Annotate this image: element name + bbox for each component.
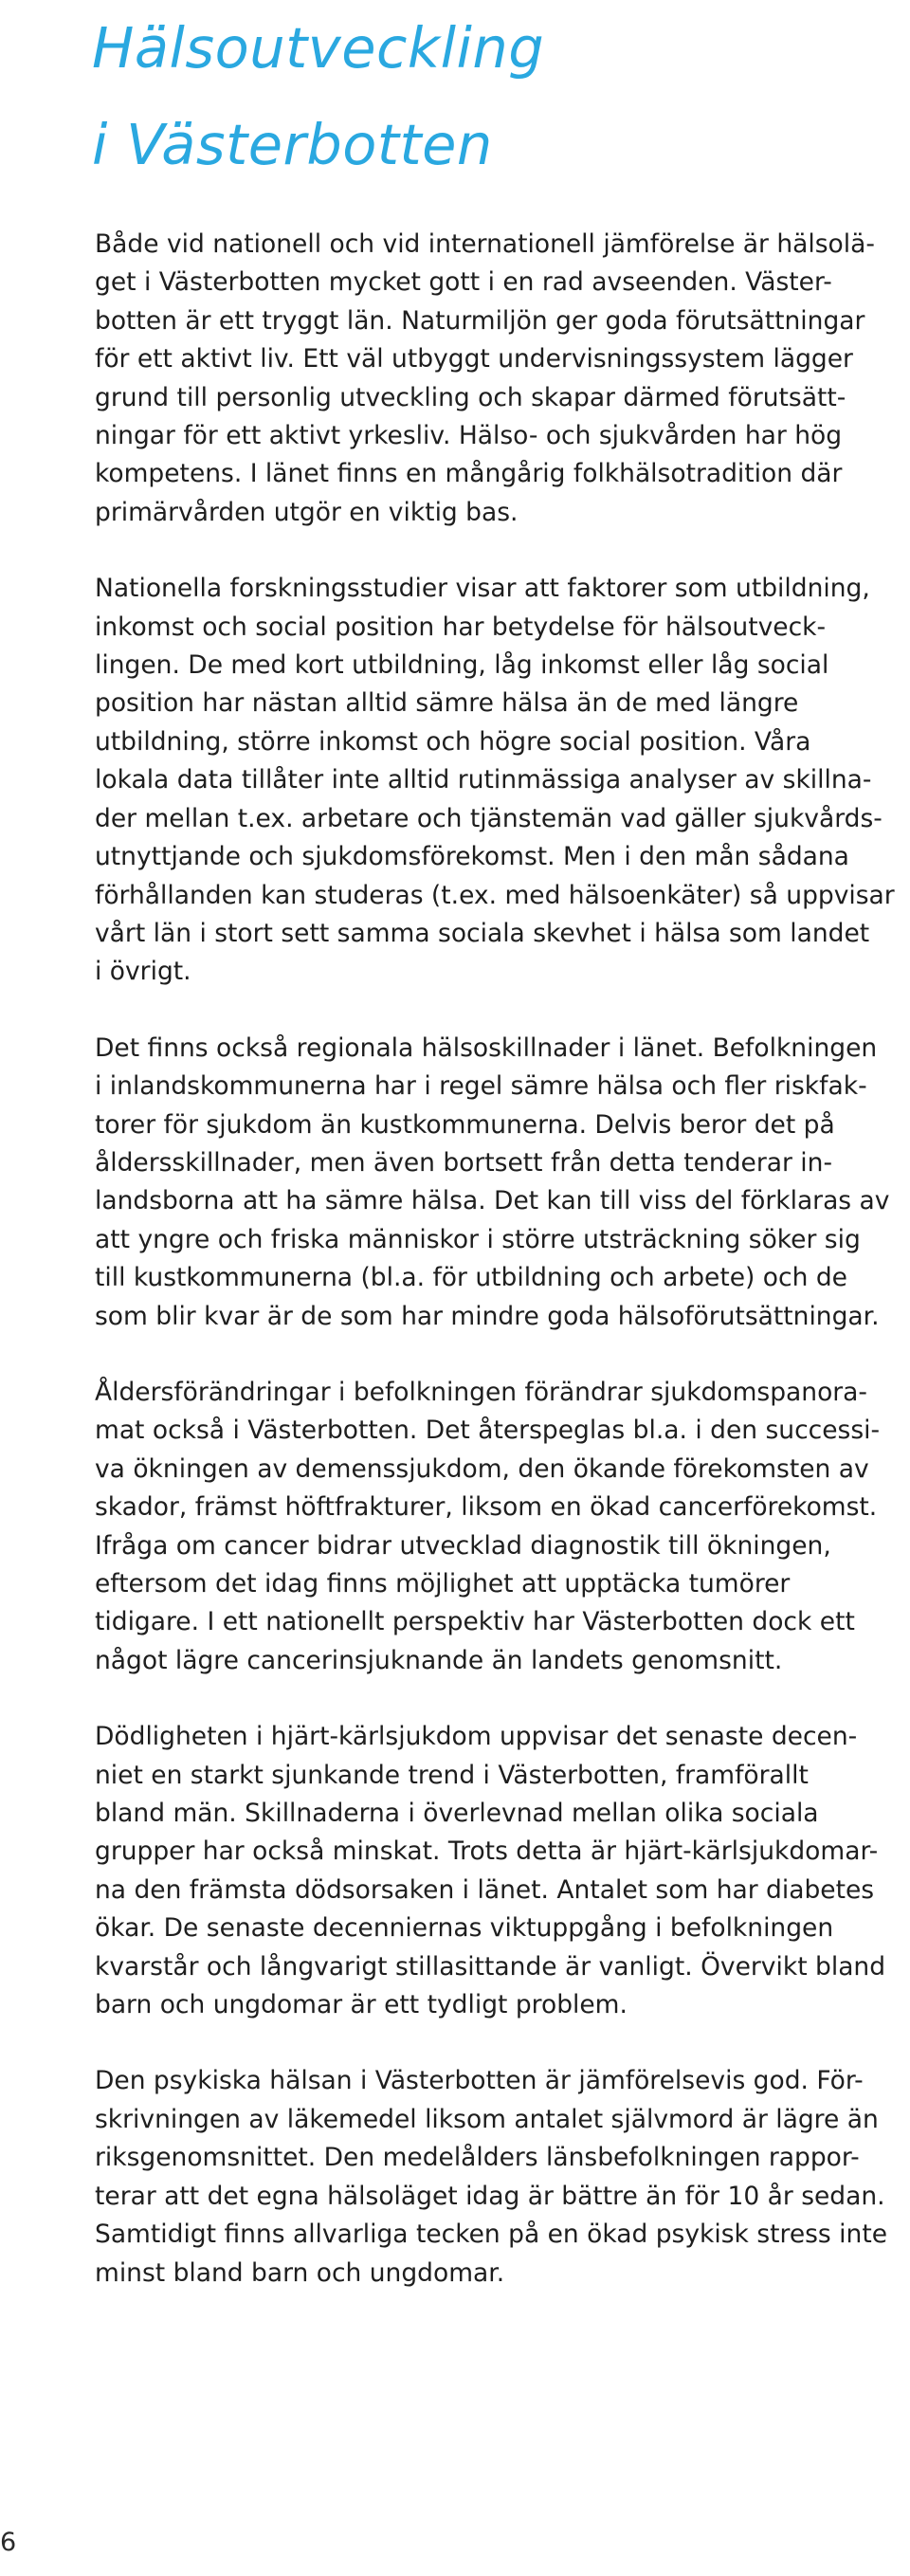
text-line: terar att det egna hälsoläget idag är bättre än för 10 år sedan. xyxy=(95,2181,885,2211)
text-line: botten är ett tryggt län. Naturmiljön ger goda förutsättningar xyxy=(95,305,865,336)
text-line: bland män. Skillnaderna i överlevnad mellan olika sociala xyxy=(95,1799,819,1829)
text-line: kompetens. I länet finns en mångårig folkhälsotradition där xyxy=(95,459,843,489)
text-line: Det finns också regionala hälsoskillnader i länet. Befolkningen xyxy=(95,1032,878,1063)
text-line: något lägre cancerinsjuknande än landets genomsnitt. xyxy=(95,1645,783,1675)
text-line: Ifråga om cancer bidrar utvecklad diagnostik till ökningen, xyxy=(95,1530,831,1561)
text-line: torer för sjukdom än kustkommunerna. Delvis beror det på xyxy=(95,1109,835,1140)
text-line: utnyttjande och sjukdomsförekomst. Men i den mån sådana xyxy=(95,842,849,872)
paragraph xyxy=(95,1030,890,1336)
text-line: utbildning, större inkomst och högre social position. Våra xyxy=(95,726,811,757)
body-text xyxy=(95,226,895,2330)
text-line: inkomst och social position har betydelse för hälsoutveck- xyxy=(95,612,827,642)
text-line: som blir kvar är de som har mindre goda hälsoförutsättningar. xyxy=(95,1301,880,1331)
title-line-1: Hälsoutveckling xyxy=(92,15,545,81)
text-line: Åldersförändringar i befolkningen förändrar sjukdomspanora- xyxy=(95,1377,867,1407)
text-line: ökar. De senaste decenniernas viktuppgång i befolkningen xyxy=(95,1913,834,1944)
text-line: niet en starkt sjunkande trend i Västerbotten, framförallt xyxy=(95,1760,809,1790)
text-line: grund till personlig utveckling och skapar därmed förutsätt- xyxy=(95,382,846,412)
text-line: skrivningen av läkemedel liksom antalet självmord är lägre än xyxy=(95,2104,879,2134)
text-line: Dödligheten i hjärt-kärlsjukdom uppvisar det senaste decen- xyxy=(95,1722,858,1752)
paragraph xyxy=(95,570,895,991)
text-line: åldersskillnader, men även bortsett från detta tenderar in- xyxy=(95,1147,833,1178)
text-line: lingen. De med kort utbildning, låg inkomst eller låg social xyxy=(95,650,829,681)
text-line: lokala data tillåter inte alltid rutinmässiga analyser av skillna- xyxy=(95,765,872,795)
text-line: primärvården utgör en viktig bas. xyxy=(95,497,519,527)
text-line: eftersom det idag finns möjlighet att upptäcka tumörer xyxy=(95,1569,791,1599)
text-line: minst bland barn och ungdomar. xyxy=(95,2257,505,2288)
paragraph xyxy=(95,1718,886,2024)
text-line: Nationella forskningsstudier visar att faktorer som utbildning, xyxy=(95,574,870,604)
text-line: barn och ungdomar är ett tydligt problem. xyxy=(95,1990,628,2020)
text-line: va ökningen av demenssjukdom, den ökande förekomsten av xyxy=(95,1453,869,1484)
paragraph xyxy=(95,226,875,532)
text-line: der mellan t.ex. arbetare och tjänstemän vad gäller sjukvårds- xyxy=(95,803,883,833)
text-line: Både vid nationell och vid internationell jämförelse är hälsolä- xyxy=(95,229,875,259)
text-line: att yngre och friska människor i större utsträckning söker sig xyxy=(95,1224,861,1254)
text-line: till kustkommunerna (bl.a. för utbildning och arbete) och de xyxy=(95,1263,847,1293)
page-number: 6 xyxy=(0,2528,17,2557)
text-line: tidigare. I ett nationellt perspektiv har Västerbotten dock ett xyxy=(95,1607,855,1637)
page-title xyxy=(92,0,544,193)
text-line: vårt län i stort sett samma sociala skevhet i hälsa som landet xyxy=(95,918,870,948)
text-line: ningar för ett aktivt yrkesliv. Hälso- och sjukvården har hög xyxy=(95,421,843,451)
text-line: i inlandskommunerna har i regel sämre hälsa och fler riskfak- xyxy=(95,1071,867,1102)
paragraph xyxy=(95,2062,888,2292)
text-line: riksgenomsnittet. Den medelålders länsbefolkningen rappor- xyxy=(95,2143,860,2173)
text-line: Den psykiska hälsan i Västerbotten är jämförelsevis god. För- xyxy=(95,2066,864,2096)
paragraph xyxy=(95,1374,881,1680)
text-line: skador, främst höftfrakturer, liksom en ökad cancerförekomst. xyxy=(95,1492,878,1523)
text-line: grupper har också minskat. Trots detta är hjärt-kärlsjukdomar- xyxy=(95,1836,879,1867)
text-line: förhållanden kan studeras (t.ex. med hälsoenkäter) så uppvisar xyxy=(95,880,895,910)
text-line: Samtidigt finns allvarliga tecken på en ökad psykisk stress inte xyxy=(95,2220,888,2250)
text-line: kvarstår och långvarigt stillasittande är vanligt. Övervikt bland xyxy=(95,1951,886,1982)
text-line: mat också i Västerbotten. Det återspeglas bl.a. i den successi- xyxy=(95,1416,881,1446)
text-line: för ett aktivt liv. Ett väl utbyggt undervisningssystem lägger xyxy=(95,344,853,375)
text-line: position har nästan alltid sämre hälsa än de med längre xyxy=(95,688,799,719)
text-line: landsborna att ha sämre hälsa. Det kan till viss del förklaras av xyxy=(95,1186,890,1216)
text-line: na den främsta dödsorsaken i länet. Antalet som har diabetes xyxy=(95,1874,875,1905)
title-line-2: i Västerbotten xyxy=(92,112,493,177)
text-line: i övrigt. xyxy=(95,957,191,987)
text-line: get i Västerbotten mycket gott i en rad avseenden. Väster- xyxy=(95,267,832,298)
